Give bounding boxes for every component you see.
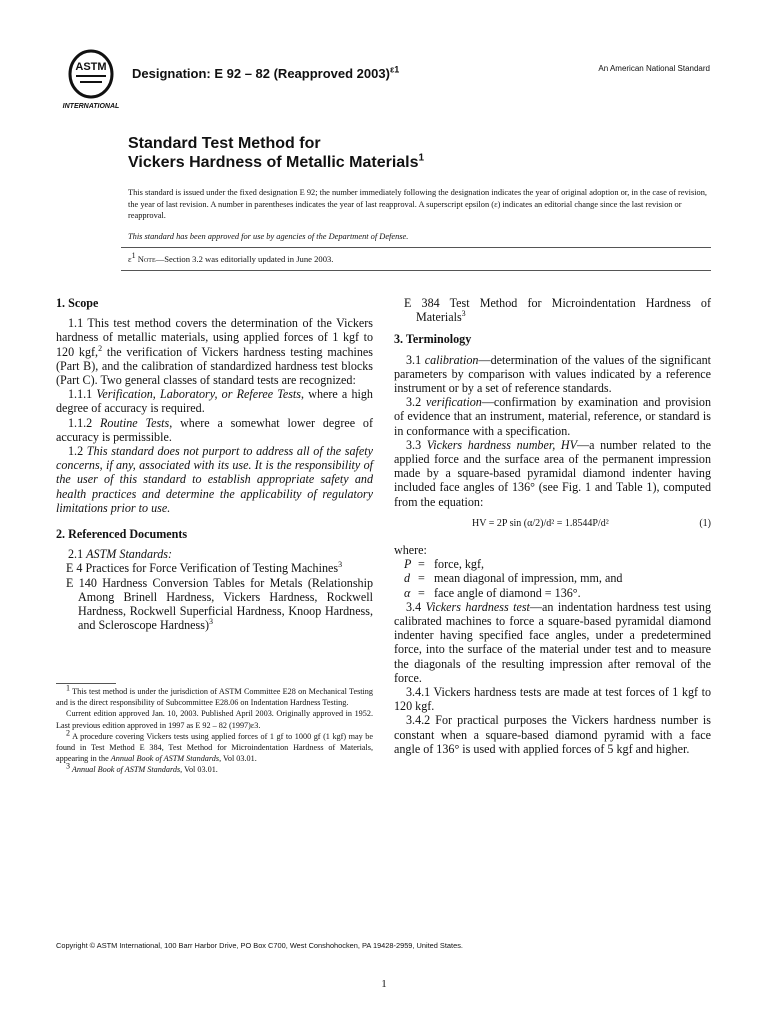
footnote-3-b: , Vol 03.01. (180, 765, 218, 775)
para-3-4-num: 3.4 (406, 599, 426, 614)
footnote-2-em: Annual Book of ASTM Standards (110, 754, 220, 764)
definition-row (394, 571, 711, 585)
para-3-1-rest: —determination of the values of the significant parameters by comparison with values indicated by a reference instrument or by a set of reference standards. (394, 352, 712, 396)
ref-e384 (394, 296, 711, 324)
footnote-3 (56, 761, 373, 775)
footnote-ref-2: 2 (98, 343, 103, 353)
dod-statement: This standard has been approved for use by agencies of the Department of Defense. (128, 232, 409, 241)
para-1-2-text: This standard does not purport to address all of the safety concerns, if any, associated with its use. It is the responsibility of the user of this standard to establish appropriate safety and health practices and determine the applicability of regulatory limitations prior to use. (56, 444, 374, 515)
para-3-4-1: 3.4.1 Vickers hardness tests are made at test forces of 1 kgf to 120 kgf. (394, 685, 711, 714)
para-3-4 (394, 600, 711, 685)
eps-note-text: —Section 3.2 was editorially updated in June 2003. (155, 254, 334, 264)
definition-equals: = (418, 557, 425, 572)
para-3-1 (394, 353, 711, 396)
para-1-1-1-num: 1.1.1 (68, 387, 97, 402)
definition-row (394, 586, 711, 600)
title-line2-text: Vickers Hardness of Metallic Materials (128, 154, 419, 171)
para-1-1-2-rest: , where a somewhat lower degree of accuracy is permissible. (56, 415, 373, 444)
national-standard-label: An American National Standard (598, 64, 710, 73)
eps-mark: ε (128, 254, 132, 264)
eps-mark-sup: 1 (131, 251, 136, 261)
astm-logo (60, 48, 122, 112)
section-heading-refdocs: 2. Referenced Documents (56, 527, 188, 542)
title-line2 (128, 153, 424, 172)
ref-e140-text: E 140 Hardness Conversion Tables for Metals (Relationship Among Brinell Hardness, Vickers Hardness, Rockwell Hardness, Rockwell Superficial Hardness, Knoop Hardness, and Scleroscope Hardness) (66, 575, 373, 633)
footnote-divider (56, 683, 116, 684)
section-heading-scope: 1. Scope (56, 296, 99, 310)
title-sup: 1 (418, 152, 425, 164)
document-title (128, 134, 424, 172)
para-1-1-2-num: 1.1.2 (68, 415, 101, 430)
definition-symbol: d (404, 571, 411, 586)
para-1-1-1-term: Verification, Laboratory, or Referee Tests (96, 387, 301, 402)
footnote-2-a: A procedure covering Vickers tests using applied forces of 1 gf to 1000 gf (1 kgf) may be found in Test Method E 384, Test Method for Microindentation Hardness of Materials, appearing in the (56, 731, 373, 764)
definition-text: face angle of diamond = 136°. (434, 585, 581, 600)
para-3-1-num: 3.1 (406, 352, 425, 367)
logo-subtext: INTERNATIONAL (62, 103, 120, 110)
epsilon-note (128, 251, 334, 264)
para-3-2-num: 3.2 (406, 395, 427, 410)
left-column (56, 296, 373, 632)
ref-e384-text: E 384 Test Method for Microindentation Hardness of Materials (404, 296, 711, 325)
where-label: where: (394, 543, 427, 558)
copyright-notice: Copyright © ASTM International, 100 Barr Harbor Drive, PO Box C700, West Conshohocken, PA 19428-2959, United States. (56, 941, 463, 950)
para-2-1 (56, 547, 373, 561)
para-1-1-b: the verification of Vickers hardness testing machines (Part B), and the calibration of standardized hardness test blocks (Part C). Two general classes of standard tests are recognized: (56, 344, 373, 388)
header-divider (121, 247, 711, 248)
para-3-4-term: Vickers hardness test (425, 599, 530, 614)
para-2-1-num: 2.1 (68, 547, 87, 562)
equation-1 (394, 517, 711, 531)
logo-text: ASTM (75, 61, 107, 73)
para-2-1-text: ASTM Standards: (86, 547, 173, 562)
definition-text: force, kgf, (434, 557, 485, 572)
footnote-3-mark: 3 (66, 761, 70, 771)
para-1-2-num: 1.2 (68, 444, 87, 459)
footnote-1b: Current edition approved Jan. 10, 2003. Published April 2003. Originally approved in 1952. Last previous edition approved in 1997 as E 92 – 82 (1997)ε3. (56, 709, 373, 730)
definition-symbol: α (404, 585, 411, 600)
footnote-2 (56, 728, 373, 765)
para-1-1 (56, 316, 373, 387)
equation-number: (1) (699, 517, 711, 529)
para-1-1-2-term: Routine Tests (100, 415, 170, 430)
footnote-3-em: Annual Book of ASTM Standards (70, 765, 181, 775)
equation-formula: HV = 2P sin (α/2)/d² = 1.8544P/d² (472, 517, 609, 529)
ref-e4 (56, 561, 373, 575)
designation-sup: ε1 (389, 64, 400, 75)
definition-equals: = (418, 571, 425, 586)
definitions-list (394, 557, 711, 600)
para-3-4-2: 3.4.2 For practical purposes the Vickers hardness number is constant when a square-based diamond pyramid with a face angle of 136° is used with applied forces of 5 kgf and higher. (394, 713, 711, 756)
para-3-4-rest: —an indentation hardness test using calibrated machines to force a square-based pyramidal diamond indenter having specified face angles, under a predetermined force, into the surface of the material under test and to measure the diagonals of the resulting impression after removal of the force. (394, 599, 711, 685)
designation-text: Designation: E 92 – 82 (Reapproved 2003) (132, 66, 390, 81)
title-line1: Standard Test Method for (128, 135, 321, 152)
para-3-2 (394, 395, 711, 438)
footnote-1-mark: 1 (66, 683, 70, 693)
footnote-2-b: , Vol 03.01. (219, 754, 257, 764)
para-3-2-term: verification (426, 395, 482, 410)
definition-text: mean diagonal of impression, mm, and (434, 571, 623, 586)
footnote-ref-3b: 3 (208, 617, 213, 627)
para-1-1-1-rest: , where a high degree of accuracy is required. (56, 387, 373, 416)
para-3-1-term: calibration (424, 352, 479, 367)
para-3-3-num: 3.3 (406, 437, 427, 452)
para-1-1-1 (56, 387, 373, 415)
eps-note-label: Note (137, 254, 156, 264)
footnotes (56, 683, 373, 776)
para-3-3-term: Vickers hardness number, HV (426, 437, 577, 452)
para-3-2-rest: —confirmation by examination and provision of evidence that an instrument, material, reference, or standard is in conformance with a specification. (394, 395, 711, 438)
footnote-ref-3c: 3 (461, 309, 466, 319)
ref-e4-text: E 4 Practices for Force Verification of Testing Machines (66, 561, 339, 576)
spacer (394, 324, 711, 332)
footnote-1 (56, 683, 373, 708)
para-3-3 (394, 438, 711, 509)
footnote-1-text: This test method is under the jurisdiction of ASTM Committee E28 on Mechanical Testing and is the direct responsibility of Subcommittee E28.06 on Indentation Hardness Testing. (56, 687, 373, 708)
footnote-2-mark: 2 (66, 728, 70, 738)
definition-row (394, 557, 711, 571)
designation (132, 66, 399, 81)
footnote-ref-3a: 3 (338, 560, 343, 570)
section-heading-terminology: 3. Terminology (394, 332, 472, 347)
para-1-2 (56, 444, 373, 515)
para-1-1-2 (56, 416, 373, 444)
spacer (56, 515, 373, 527)
definition-symbol: P (404, 557, 412, 572)
issue-statement: This standard is issued under the fixed designation E 92; the number immediately following the designation indicates the year of original adoption or, in the case of revision, the year of last revision. A number in parentheses indicates the year of last reapproval. A superscript epsilon (ε) indicates an editorial change since the last revision or reapproval. (128, 188, 708, 221)
para-1-1-a: 1.1 This test method covers the determination of the Vickers hardness of metallic materials, using applied forces of 1 kgf to 120 kgf, (56, 316, 373, 359)
page-number: 1 (381, 978, 387, 990)
ref-e140 (56, 576, 373, 633)
header-divider-2 (121, 270, 711, 271)
right-column (394, 296, 711, 756)
definition-equals: = (418, 585, 425, 600)
para-3-3-rest: —a number related to the applied force and the surface area of the permanent impression made by a square-based pyramidal diamond indenter having included face angles of 136° (see Fig. 1 and Table 1), computed from the equation: (394, 437, 712, 509)
